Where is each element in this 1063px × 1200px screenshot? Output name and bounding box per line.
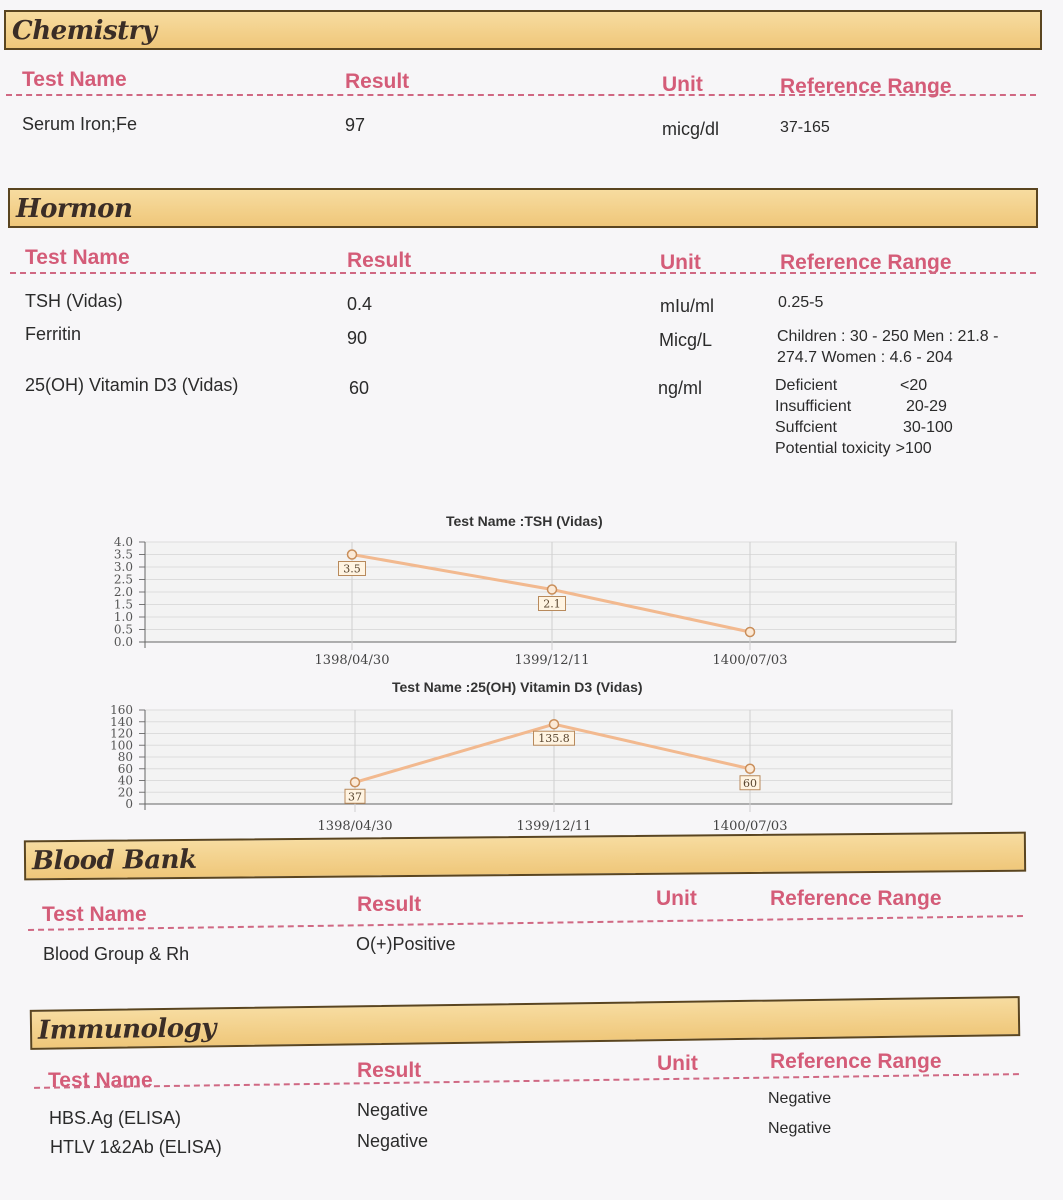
data-point [348, 550, 357, 559]
data-label: 135.8 [538, 732, 570, 746]
hormon-unit-ferritin: Micg/L [659, 330, 713, 350]
hormon-range-vitamin-d3 [775, 375, 953, 459]
vitd-range-deficient [775, 375, 953, 396]
immunology-range-htlv: Negative [768, 1120, 832, 1137]
chemistry-section-title: Chemistry [12, 16, 157, 46]
hormon-range-ferritin-line1: Children : 30 - 250 Men : 21.8 - [777, 328, 999, 345]
hormon-test-ferritin: Ferritin [25, 324, 82, 344]
vitd-chart-title: Test Name :25(OH) Vitamin D3 (Vidas) [392, 679, 643, 695]
vitd-range-toxicity-label: Potential toxicity [775, 440, 891, 457]
vitd-range-toxicity-value: >100 [895, 440, 932, 457]
y-tick-label: 140 [110, 714, 133, 729]
y-tick-label: 100 [110, 738, 133, 753]
y-tick-label: 1.0 [113, 610, 133, 624]
data-point [550, 720, 559, 729]
y-tick-label: 3.0 [113, 560, 133, 574]
chemistry-range-serum-iron: 37-165 [780, 119, 830, 136]
hormon-unit-vitamin-d3: ng/ml [658, 378, 703, 398]
blood-bank-header-unit: Unit [656, 887, 697, 910]
immunology-section-title: Immunology [37, 1013, 217, 1046]
y-tick-label: 1.5 [113, 597, 133, 612]
immunology-result-hbs-ag: Negative [357, 1100, 429, 1120]
blood-bank-header-test-name: Test Name [42, 903, 147, 926]
data-point [351, 778, 360, 787]
x-tick-label: 1398/04/30 [314, 653, 390, 668]
y-tick-label: 2.5 [113, 572, 133, 587]
blood-bank-result-blood-group: O(+)Positive [356, 934, 456, 954]
y-tick-label: 3.5 [113, 547, 133, 562]
y-tick-label: 80 [117, 750, 133, 764]
hormon-test-vitamin-d3: 25(OH) Vitamin D3 (Vidas) [25, 375, 239, 395]
data-label: 60 [743, 776, 757, 790]
immunology-range-hbs-ag: Negative [768, 1090, 832, 1107]
data-label: 37 [348, 790, 362, 804]
vitd-range-sufficient-label: Suffcient [775, 419, 837, 436]
immunology-header-divider [34, 1073, 1019, 1089]
chemistry-header-unit: Unit [662, 73, 703, 96]
chemistry-section-bar [4, 10, 1042, 50]
immunology-result-htlv: Negative [357, 1131, 429, 1151]
tsh-chart-title: Test Name :TSH (Vidas) [446, 513, 603, 529]
vitd-range-insufficient [775, 396, 953, 417]
data-label: 3.5 [343, 562, 361, 576]
data-point [548, 585, 557, 594]
vitd-chart [90, 700, 970, 838]
x-tick-label: 1399/12/11 [514, 653, 590, 668]
y-tick-label: 160 [110, 703, 133, 717]
y-tick-label: 60 [117, 761, 133, 776]
y-tick-label: 120 [110, 726, 133, 741]
y-tick-label: 0 [125, 797, 133, 811]
y-tick-label: 40 [117, 773, 133, 788]
immunology-header-reference-range: Reference Range [770, 1050, 942, 1073]
x-tick-label: 1399/12/11 [516, 819, 592, 834]
hormon-range-ferritin-line2: 274.7 Women : 4.6 - 204 [777, 349, 953, 366]
immunology-header-unit: Unit [657, 1052, 698, 1075]
y-tick-label: 0.0 [113, 635, 133, 649]
hormon-section-bar [8, 188, 1038, 228]
blood-bank-header-result: Result [357, 893, 422, 916]
vitd-range-deficient-value: <20 [900, 377, 928, 394]
hormon-header-result: Result [347, 249, 412, 272]
x-tick-label: 1400/07/03 [712, 819, 788, 834]
vitd-range-deficient-label: Deficient [775, 377, 838, 394]
y-tick-label: 20 [117, 785, 133, 800]
blood-bank-test-blood-group: Blood Group & Rh [43, 944, 190, 964]
data-label: 2.1 [543, 597, 561, 611]
vitd-range-insufficient-value: 20-29 [906, 398, 947, 415]
data-point [746, 628, 755, 637]
x-tick-label: 1400/07/03 [712, 653, 788, 668]
blood-bank-header-divider [28, 915, 1023, 931]
vitd-range-toxicity [775, 438, 953, 459]
hormon-range-tsh: 0.25-5 [778, 294, 824, 311]
chemistry-header-test-name: Test Name [22, 68, 127, 91]
hormon-section-title: Hormon [16, 194, 133, 224]
tsh-chart [90, 532, 970, 674]
immunology-header-test-name: Test Name [48, 1069, 153, 1092]
hormon-header-reference-range: Reference Range [780, 251, 952, 274]
hormon-range-ferritin [777, 326, 998, 368]
hormon-result-tsh: 0.4 [347, 294, 373, 314]
hormon-header-divider [10, 272, 1036, 274]
hormon-result-ferritin: 90 [347, 328, 368, 348]
y-tick-label: 0.5 [113, 622, 133, 637]
chemistry-header-result: Result [345, 70, 410, 93]
immunology-section-bar [30, 996, 1020, 1050]
hormon-header-test-name: Test Name [25, 246, 130, 269]
hormon-unit-tsh: mIu/ml [660, 296, 714, 316]
chemistry-header-divider [6, 94, 1036, 96]
chemistry-header-reference-range: Reference Range [780, 75, 952, 98]
x-tick-label: 1398/04/30 [317, 819, 393, 834]
chemistry-unit-serum-iron: micg/dl [662, 119, 720, 139]
chemistry-test-serum-iron: Serum Iron;Fe [22, 114, 138, 134]
hormon-test-tsh: TSH (Vidas) [25, 291, 123, 311]
blood-bank-header-reference-range: Reference Range [770, 887, 942, 910]
hormon-header-unit: Unit [660, 251, 701, 274]
vitd-range-sufficient [775, 417, 953, 438]
vitd-range-insufficient-label: Insufficient [775, 398, 852, 415]
y-tick-label: 2.0 [113, 585, 133, 599]
y-tick-label: 4.0 [113, 535, 133, 549]
blood-bank-section-title: Blood Bank [31, 844, 197, 877]
vitd-range-sufficient-value: 30-100 [903, 419, 953, 436]
immunology-header-result: Result [357, 1059, 422, 1082]
immunology-test-hbs-ag: HBS.Ag (ELISA) [49, 1108, 182, 1128]
immunology-test-htlv: HTLV 1&2Ab (ELISA) [50, 1137, 222, 1157]
chemistry-result-serum-iron: 97 [345, 115, 366, 135]
hormon-result-vitamin-d3: 60 [349, 378, 370, 398]
blood-bank-section-bar [24, 832, 1026, 881]
data-point [746, 764, 755, 773]
